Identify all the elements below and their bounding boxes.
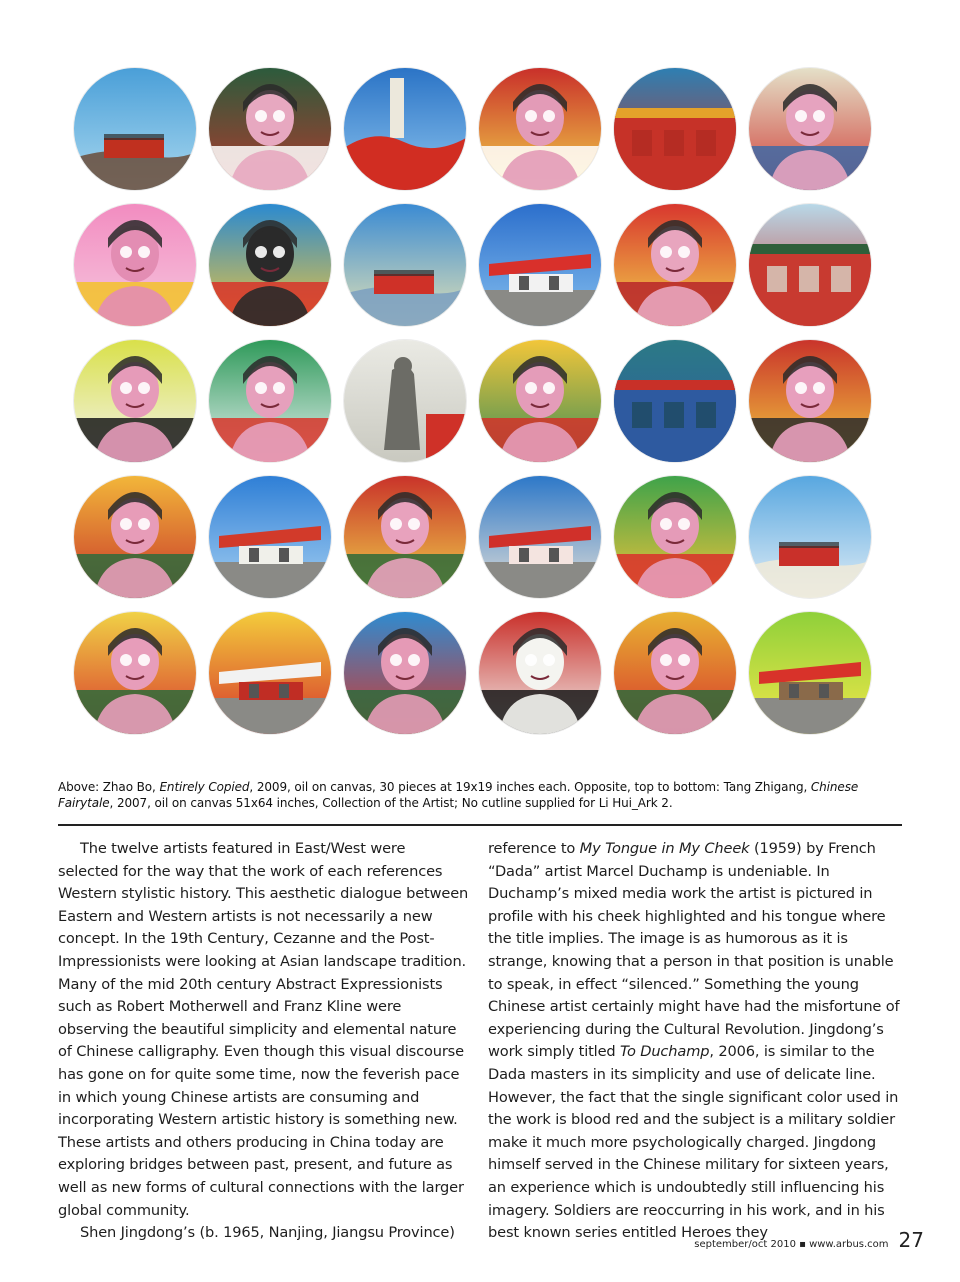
article-paragraph: Shen Jingdong’s (b. 1965, Nanjing, Jiangsu Province) xyxy=(80,1224,455,1242)
article-paragraph: The twelve artists featured in East/West were selected for the way that the work of each references Western stylistic history. This aesthetic dialogue between Eastern and Western artists is not necessarily a new concept. In the 19th Century, Cezanne and the Post-Impressionists were looking at Asian landscape tradition. Many of the mid 20th century Abstract Expressionists such as Robert Motherwell and Franz Kline were observing the beautiful simplicity and elemental nature of Chinese calligraphy. Even though this visual discourse has gone on for quite some time, now the feverish pace in which young Chinese artists are consuming and incorporating Western artistic history is something new. These artists and others producing in China today are exploring bridges between past, present, and future as well as new forms of cultural connections with the larger global community. xyxy=(58,840,469,1219)
painting-disc xyxy=(74,68,196,190)
painting-disc xyxy=(749,340,871,462)
folio-line: september/oct 2010 ▪ www.arbus.com xyxy=(694,1239,889,1250)
painting-disc xyxy=(344,204,466,326)
caption-divider xyxy=(58,824,902,826)
painting-disc xyxy=(209,340,331,462)
painting-grid xyxy=(74,68,871,734)
painting-disc xyxy=(209,204,331,326)
painting-disc xyxy=(479,204,601,326)
text-run: reference to xyxy=(488,840,580,857)
painting-disc xyxy=(614,612,736,734)
painting-disc xyxy=(74,340,196,462)
figure-caption xyxy=(58,779,903,811)
painting-disc xyxy=(344,68,466,190)
painting-disc xyxy=(74,612,196,734)
painting-disc xyxy=(479,68,601,190)
painting-disc xyxy=(209,68,331,190)
painting-disc xyxy=(479,476,601,598)
painting-disc xyxy=(749,68,871,190)
painting-disc xyxy=(614,476,736,598)
painting-disc xyxy=(749,204,871,326)
painting-disc xyxy=(209,476,331,598)
caption-title-entirely-copied: Entirely Copied xyxy=(159,780,250,794)
painting-disc xyxy=(614,204,736,326)
painting-disc xyxy=(74,476,196,598)
painting-disc xyxy=(614,68,736,190)
page-footer xyxy=(694,1228,924,1252)
caption-mid: , 2009, oil on canvas, 30 pieces at 19x19 inches each. Opposite, top to bottom: Tang Zhigang, xyxy=(249,780,811,794)
article-column-right xyxy=(488,838,900,1245)
page-number: 27 xyxy=(898,1228,924,1252)
painting-disc xyxy=(209,612,331,734)
painting-disc xyxy=(749,476,871,598)
painting-disc xyxy=(344,340,466,462)
caption-tail: , 2007, oil on canvas 51x64 inches, Collection of the Artist; No cutline supplied for Li Hui_Ark 2. xyxy=(109,796,673,810)
artwork-title-my-tongue-in-my-cheek: My Tongue in My Cheek xyxy=(579,840,750,857)
painting-disc xyxy=(614,340,736,462)
artwork-title-to-duchamp: To Duchamp xyxy=(620,1043,710,1061)
painting-disc xyxy=(344,476,466,598)
painting-disc xyxy=(74,204,196,326)
caption-lead: Above: Zhao Bo, xyxy=(58,780,160,794)
painting-disc xyxy=(479,612,601,734)
text-run: (1959) by French “Dada” artist Marcel Duchamp is undeniable. In Duchamp’s mixed media work the artist is pictured in profile with his cheek highlighted and his tongue where the title implies. The image is as humorous as it is strange, knowing that a person in that position is unable to speak, in effect “silenced.” Something the young Chinese artist certainly might have had the misfortune of experiencing during the Cultural Revolution. Jingdong’s work simply titled xyxy=(488,840,900,1061)
article-column-left xyxy=(58,838,470,1245)
caption-title-chinese-fairytale: Chinese Fairytale xyxy=(58,780,859,810)
text-run: , 2006, is similar to the Dada masters in its simplicity and use of delicate line. However, the fact that the single significant color used in the work is blood red and the subject is a military soldier make it much more psychologically charged. Jingdong himself served in the Chinese military for sixteen years, an experience which is undoubtedly still influencing his imagery. Soldiers are reoccurring in his work, and in his best known series entitled Heroes they xyxy=(488,1043,899,1242)
painting-disc xyxy=(479,340,601,462)
article-paragraph xyxy=(488,838,900,1245)
painting-disc xyxy=(344,612,466,734)
painting-disc xyxy=(749,612,871,734)
